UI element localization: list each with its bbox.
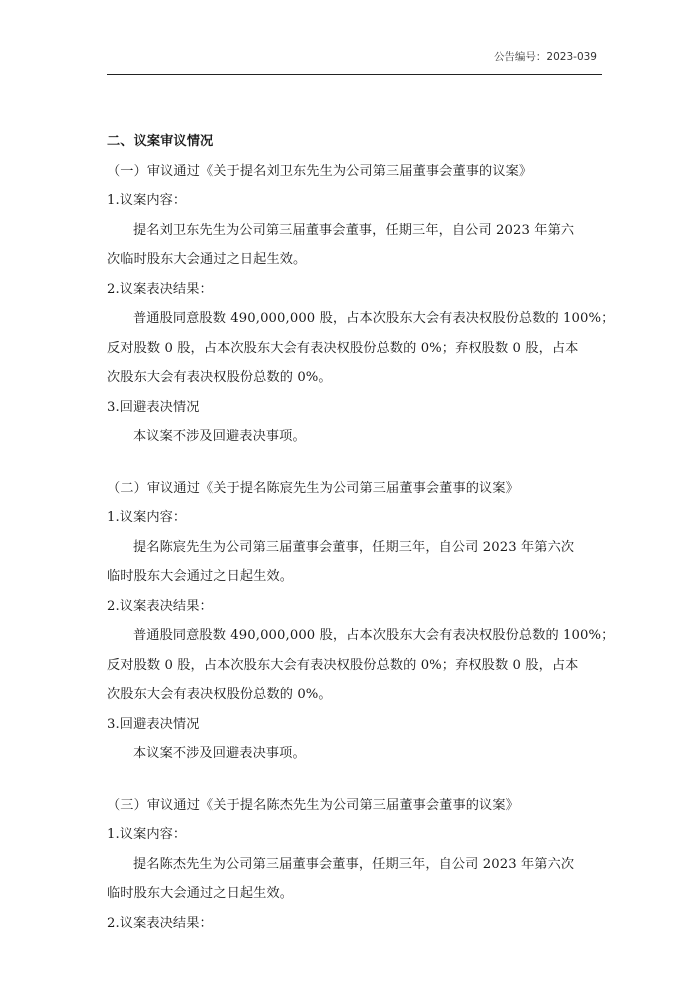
content-line: 临时股东大会通过之日起生效。 [107, 886, 294, 901]
spacer [107, 769, 607, 791]
proposal-3 [107, 791, 607, 939]
announcement-number: 公告编号：2023-039 [493, 51, 597, 63]
vote-line: 普通股同意股数 490,000,000 股，占本次股东大会有表决权股份总数的 100%； [133, 311, 615, 326]
recusal-text: 本议案不涉及回避表决事项。 [133, 429, 306, 444]
recusal-label: 3.回避表决情况 [107, 399, 200, 415]
section-title: 二、议案审议情况 [107, 134, 214, 149]
vote-line: 次股东大会有表决权股份总数的 0%。 [107, 687, 332, 702]
content-label: 1.议案内容： [107, 827, 187, 842]
content-line: 提名刘卫东先生为公司第三届董事会董事，任期三年，自公司 2023 年第六 [133, 222, 575, 238]
vote-label: 2.议案表决结果： [107, 915, 213, 931]
document-body [107, 127, 615, 938]
content-label: 1.议案内容： [107, 510, 187, 525]
content-line: 临时股东大会通过之日起生效。 [107, 569, 294, 584]
recusal-text: 本议案不涉及回避表决事项。 [133, 746, 306, 761]
proposal-heading: （三）审议通过《关于提名陈杰先生为公司第三届董事会董事的议案》 [107, 797, 519, 813]
vote-label: 2.议案表决结果： [107, 281, 213, 297]
proposal-heading: （二）审议通过《关于提名陈宸先生为公司第三届董事会董事的议案》 [107, 480, 519, 496]
content-line: 提名陈杰先生为公司第三届董事会董事，任期三年，自公司 2023 年第六次 [133, 856, 575, 872]
vote-line: 普通股同意股数 490,000,000 股，占本次股东大会有表决权股份总数的 100%； [133, 628, 615, 643]
proposal-heading: （一）审议通过《关于提名刘卫东先生为公司第三届董事会董事的议案》 [107, 163, 533, 179]
header-divider [107, 74, 602, 75]
content-line: 提名陈宸先生为公司第三届董事会董事，任期三年，自公司 2023 年第六次 [133, 539, 575, 555]
recusal-label: 3.回避表决情况 [107, 716, 200, 732]
vote-line: 反对股数 0 股，占本次股东大会有表决权股份总数的 0%；弃权股数 0 股，占本 [107, 657, 579, 673]
proposal-2 [107, 474, 615, 769]
proposal-1 [107, 157, 615, 452]
content-line: 次临时股东大会通过之日起生效。 [107, 252, 307, 267]
vote-label: 2.议案表决结果： [107, 598, 213, 614]
vote-line: 反对股数 0 股，占本次股东大会有表决权股份总数的 0%；弃权股数 0 股，占本 [107, 340, 579, 356]
spacer [107, 452, 607, 474]
content-label: 1.议案内容： [107, 193, 187, 208]
vote-line: 次股东大会有表决权股份总数的 0%。 [107, 370, 332, 385]
